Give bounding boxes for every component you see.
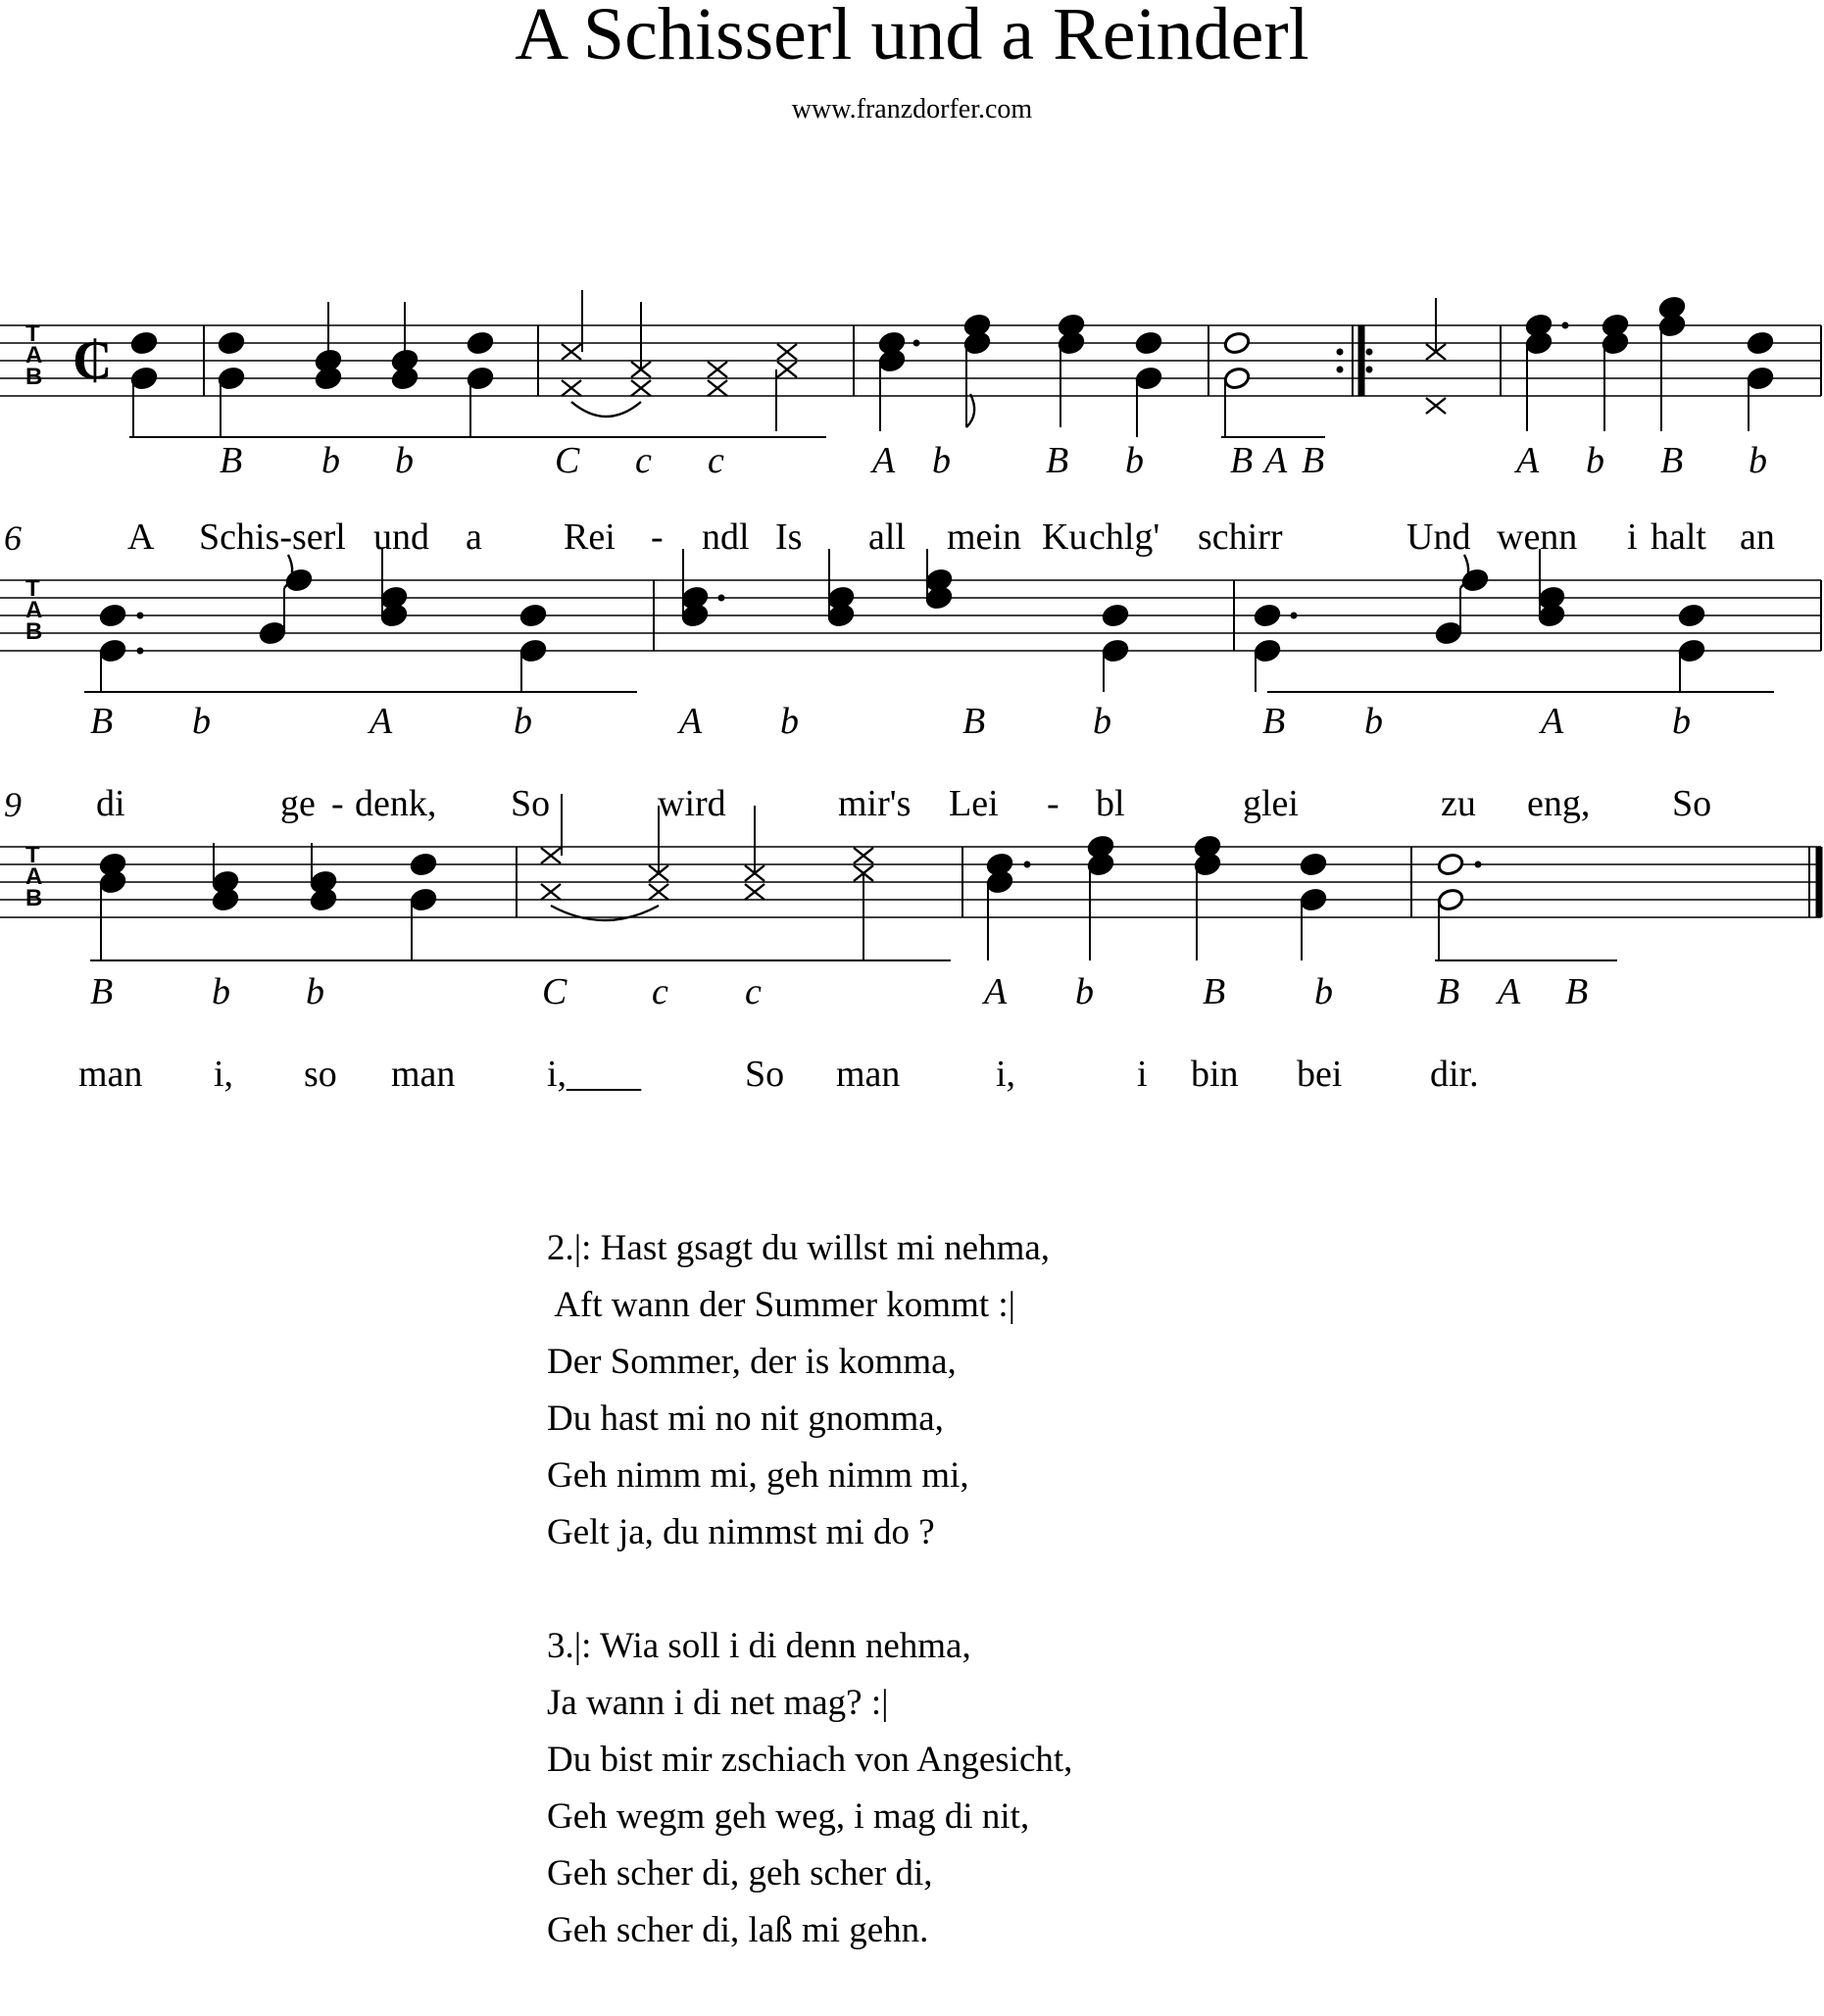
dot (1366, 367, 1373, 373)
lyric-syllable: man (78, 1054, 143, 1095)
note-head (1300, 852, 1328, 876)
tab-systems (0, 290, 1821, 960)
bass-note: A (1498, 971, 1521, 1012)
lyric-syllable: Lei (949, 783, 999, 824)
verse-line: Gelt ja, du nimmst mi do ? (547, 1512, 935, 1552)
tab-clef-t: T (25, 842, 40, 868)
bass-note: C (542, 971, 567, 1012)
verse-line: Geh nimm mi, geh nimm mi, (547, 1455, 969, 1496)
note-head (285, 567, 314, 592)
note-head (99, 638, 127, 663)
lyric-syllable: glei (1243, 783, 1299, 824)
note-head (391, 366, 419, 390)
bass-note: b (932, 440, 951, 481)
note-head (519, 603, 548, 627)
bass-note: B (1230, 440, 1254, 481)
tab-clef-a: A (25, 342, 43, 369)
note-head (1747, 330, 1775, 355)
lyric-syllable: schirr (1198, 516, 1283, 558)
time-signature: ₵ (73, 330, 113, 391)
note-head (1135, 366, 1163, 390)
dot (718, 595, 725, 602)
x-note-head (562, 380, 581, 396)
verse-line: Ja wann i di net mag? :| (547, 1683, 889, 1723)
lyric-syllable: i (1137, 1054, 1148, 1095)
lyric-syllable: bin (1191, 1054, 1239, 1095)
lyrics-line-1 (0, 517, 1824, 557)
bass-note: b (1075, 971, 1094, 1012)
note-head (1223, 330, 1252, 355)
bass-note: B (90, 701, 114, 742)
bass-note: B (1660, 440, 1684, 481)
measure-number-6: 6 (4, 518, 22, 558)
note-head (986, 869, 1014, 894)
bass-note: b (192, 701, 211, 742)
bass-line-1 (0, 441, 1824, 480)
lyric-syllable: Schis-serl (199, 516, 346, 558)
lyric-syllable: - (651, 516, 664, 558)
lyric-syllable: ge (280, 783, 316, 824)
bass-note: B (1262, 701, 1286, 742)
dot (1337, 367, 1344, 373)
note-head (310, 887, 338, 911)
bass-note: C (555, 440, 580, 481)
bass-note: c (652, 971, 668, 1012)
dot (1024, 861, 1031, 868)
lyric-syllable: mir's (838, 783, 912, 824)
verse-line: Geh wegm geh weg, i mag di nit, (547, 1796, 1030, 1837)
lyric-syllable: Is (775, 516, 803, 558)
bass-note: b (1314, 971, 1333, 1012)
bass-note: A (1516, 440, 1540, 481)
x-note-head (1426, 398, 1446, 414)
x-note-head (777, 362, 797, 377)
lyric-syllable: di (96, 783, 125, 824)
verse-line: Geh scher di, laß mi gehn. (547, 1910, 929, 1950)
verse-line: Aft wann der Summer kommt :| (547, 1285, 1016, 1325)
note-head (99, 603, 127, 627)
dot (1475, 861, 1482, 868)
lyric-syllable: eng, (1527, 783, 1591, 824)
bass-note: B (90, 971, 114, 1012)
verse-line: 3.|: Wia soll i di denn nehma, (547, 1626, 971, 1666)
lyric-syllable: so (304, 1054, 337, 1095)
note-head (1435, 620, 1463, 645)
note-head (827, 603, 856, 627)
note-head (1525, 330, 1553, 355)
lyric-syllable: i, (214, 1054, 234, 1095)
note-head (1678, 603, 1706, 627)
note-head (1747, 366, 1775, 390)
additional-verses (547, 1220, 1072, 2016)
bass-note: b (1093, 701, 1111, 742)
bass-note: b (514, 701, 532, 742)
verse-line: Du hast mi no nit gnomma, (547, 1399, 944, 1439)
bass-note: b (306, 971, 324, 1012)
lyric-syllable: wenn (1497, 516, 1578, 558)
bass-note: A (1264, 440, 1288, 481)
bass-note: b (780, 701, 799, 742)
x-note-head (708, 362, 727, 377)
lyric-syllable: ndl (702, 516, 750, 558)
bass-note: b (395, 440, 414, 481)
tab-clef-a: A (25, 597, 43, 623)
dot (1366, 349, 1373, 356)
x-note-head (562, 344, 581, 360)
note-head (410, 852, 438, 876)
song-title: A Schisserl und a Reinderl (515, 0, 1309, 75)
verse-line: Der Sommer, der is komma, (547, 1342, 957, 1382)
note-head (878, 348, 907, 372)
lyric-syllable: halt (1651, 516, 1706, 558)
note-head (130, 330, 159, 355)
dot (137, 613, 144, 619)
lyric-syllable: man (836, 1054, 901, 1095)
note-head (259, 620, 287, 645)
tab-clef-a: A (25, 863, 43, 890)
bass-note: A (679, 701, 703, 742)
note-head (315, 366, 343, 390)
bass-note: B (1203, 971, 1226, 1012)
bass-note: b (1672, 701, 1691, 742)
note-head (212, 887, 240, 911)
bass-line-3 (0, 972, 1824, 1011)
x-note-head (541, 848, 561, 863)
lyric-syllable: an (1740, 516, 1775, 558)
bass-note: b (1586, 440, 1604, 481)
note-head (1437, 852, 1465, 876)
tab-clef-t: T (25, 575, 40, 602)
bass-note: B (1437, 971, 1460, 1012)
dot (137, 648, 144, 655)
bass-note: B (1302, 440, 1325, 481)
note-head (99, 869, 127, 894)
x-note-head (745, 884, 764, 900)
bass-note: A (984, 971, 1008, 1012)
lyric-syllable: mein (947, 516, 1021, 558)
bass-note: B (962, 701, 986, 742)
note-head (1102, 638, 1130, 663)
note-head (1461, 567, 1490, 592)
verse-2 (547, 1220, 1072, 1561)
bass-note: b (321, 440, 340, 481)
verse-3 (547, 1618, 1072, 1959)
bass-note: B (1565, 971, 1589, 1012)
dot (913, 340, 920, 347)
note-head (380, 603, 409, 627)
bass-note: A (370, 701, 393, 742)
lyrics-line-2 (0, 784, 1824, 823)
lyric-syllable: i,____ (547, 1054, 642, 1095)
dot (1337, 349, 1344, 356)
note-head (681, 603, 710, 627)
lyrics-line-3 (0, 1055, 1824, 1094)
note-head (467, 330, 495, 355)
note-head (1300, 887, 1328, 911)
note-head (925, 585, 954, 610)
bass-line-2 (0, 702, 1824, 741)
note-head (1254, 603, 1282, 627)
bass-note: B (1046, 440, 1069, 481)
bass-note: c (635, 440, 652, 481)
dot (1291, 613, 1298, 619)
bass-note: A (1541, 701, 1564, 742)
dot (1562, 322, 1569, 329)
note-head (1135, 330, 1163, 355)
tie (571, 402, 641, 417)
note-head (1223, 366, 1252, 390)
lyric-syllable: Und (1406, 516, 1471, 558)
x-note-head (631, 380, 651, 396)
lyric-syllable: - (331, 783, 344, 824)
lyric-syllable: chlg' (1089, 516, 1160, 558)
lyric-syllable: bei (1297, 1054, 1343, 1095)
lyric-syllable: man (391, 1054, 456, 1095)
lyric-syllable: zu (1441, 783, 1476, 824)
x-note-head (777, 344, 797, 360)
note-head (519, 638, 548, 663)
lyric-syllable: Ku (1042, 516, 1088, 558)
bass-note: b (1364, 701, 1383, 742)
x-note-head (854, 848, 873, 863)
lyric-syllable: wird (658, 783, 726, 824)
bass-note: b (1749, 440, 1767, 481)
note-head (1102, 603, 1130, 627)
lyric-syllable: So (511, 783, 551, 824)
lyric-syllable: A (127, 516, 155, 558)
lyric-syllable: i (1627, 516, 1638, 558)
x-note-head (649, 884, 668, 900)
note-head (1538, 603, 1566, 627)
website-url: www.franzdorfer.com (791, 94, 1033, 124)
note-head (1254, 638, 1282, 663)
lyric-syllable: bl (1096, 783, 1125, 824)
lyric-syllable: So (745, 1054, 785, 1095)
lyric-syllable: a (466, 516, 482, 558)
lyric-syllable: i, (996, 1054, 1016, 1095)
note-head (1678, 638, 1706, 663)
x-note-head (708, 380, 727, 396)
tab-clef-b: B (25, 885, 43, 911)
tab-clef-b: B (25, 364, 43, 390)
lyric-syllable: Rei (564, 516, 616, 558)
note-flag (966, 394, 974, 427)
x-note-head (541, 884, 561, 900)
bass-note: c (745, 971, 762, 1012)
verse-line: Du bist mir zschiach von Angesicht, (547, 1740, 1073, 1780)
lyric-syllable: - (1047, 783, 1060, 824)
measure-number-9: 9 (4, 785, 22, 824)
bass-note: b (1125, 440, 1144, 481)
bass-note: b (212, 971, 230, 1012)
note-head (1437, 887, 1465, 911)
verse-line: 2.|: Hast gsagt du willst mi nehma, (547, 1228, 1051, 1268)
tab-clef-b: B (25, 618, 43, 645)
tab-clef-t: T (25, 320, 40, 347)
lyric-syllable: und (373, 516, 429, 558)
bass-note: B (220, 440, 243, 481)
note-head (218, 330, 246, 355)
bass-note: c (708, 440, 724, 481)
verse-line: Geh scher di, geh scher di, (547, 1853, 933, 1893)
lyric-syllable: all (868, 516, 906, 558)
lyric-syllable: So (1672, 783, 1712, 824)
lyric-syllable: denk, (355, 783, 437, 824)
bass-note: A (872, 440, 896, 481)
lyric-syllable: dir. (1430, 1054, 1479, 1095)
note-head (410, 887, 438, 911)
